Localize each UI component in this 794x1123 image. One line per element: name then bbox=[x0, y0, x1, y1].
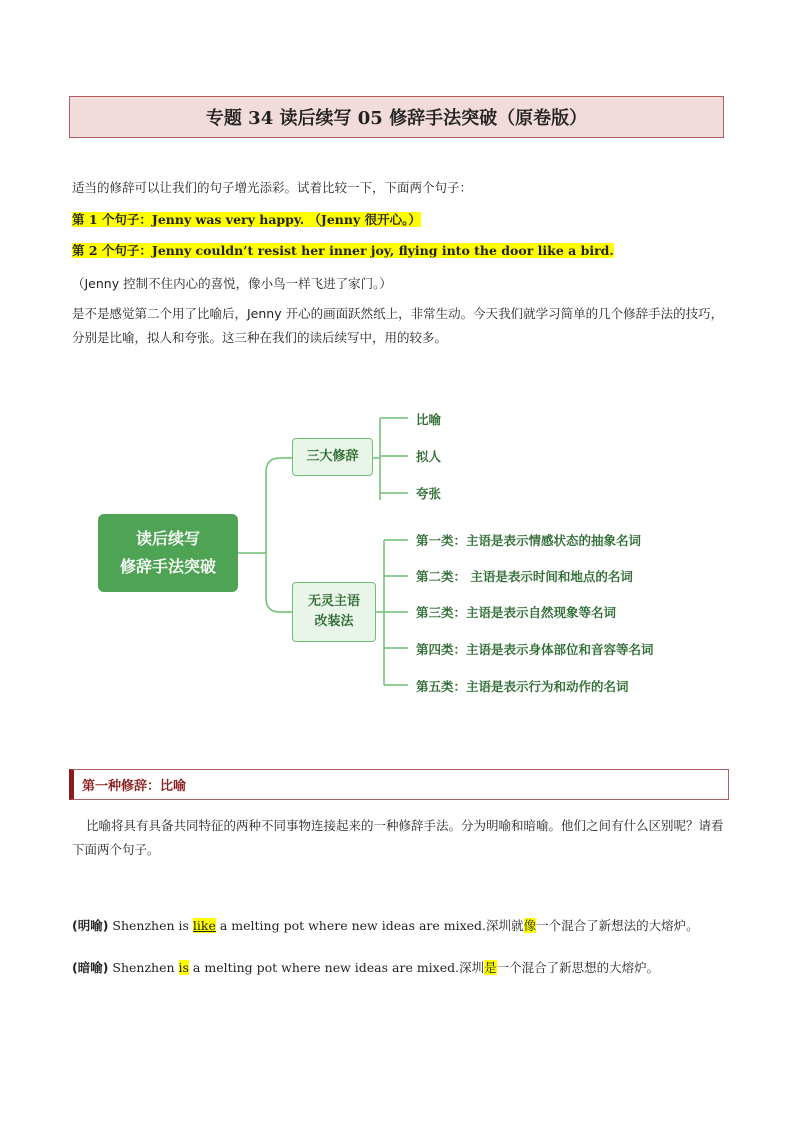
sentence-2-highlight: 第 2 个句子：Jenny couldn’t resist her inner joy, flying into the door like a bird. bbox=[72, 243, 614, 258]
sentence-1 bbox=[72, 210, 421, 230]
example-simile-post: a melting pot where new ideas are mixed. bbox=[215, 918, 487, 933]
branch-inanimate-subject bbox=[292, 582, 376, 642]
section-heading-text: 第一种修辞：比喻 bbox=[82, 779, 187, 794]
leaf-type-3: 第三类：主语是表示自然现象等名词 bbox=[416, 605, 617, 620]
connector-branch1 bbox=[266, 458, 292, 553]
explanation-paragraph: 是不是感觉第二个用了比喻后，Jenny 开心的画面跃然纸上，非常生动。今天我们就学习简单的几个修辞手法的技巧，分别是比喻，拟人和夸张。这三种在我们的读后续写中，用的较多。 bbox=[72, 306, 724, 345]
sentence-1-highlight: 第 1 个句子：Jenny was very happy. （Jenny 很开心。） bbox=[72, 212, 421, 227]
leaf-type-4: 第四类：主语是表示身体部位和音容等名词 bbox=[416, 642, 654, 657]
leaf-hyperbole: 夸张 bbox=[416, 486, 442, 501]
branch-inanimate-line-1: 无灵主语 bbox=[307, 594, 360, 609]
mind-map-root bbox=[98, 514, 238, 592]
example-metaphor bbox=[72, 958, 659, 976]
example-simile-cn-pre: 深圳就 bbox=[486, 918, 524, 933]
connector-b1-leaves bbox=[373, 418, 408, 500]
mind-map bbox=[0, 390, 794, 710]
example-metaphor-tag: (暗喻) bbox=[72, 960, 109, 975]
example-metaphor-keyword: is bbox=[178, 960, 189, 975]
leaf-metaphor: 比喻 bbox=[416, 412, 442, 427]
connector-branch2 bbox=[266, 553, 292, 612]
connector-b2-leaves bbox=[376, 540, 408, 685]
leaf-type-2: 第二类： 主语是表示时间和地点的名词 bbox=[416, 569, 633, 584]
intro-text: 适当的修辞可以让我们的句子增光添彩。试着比较一下，下面两个句子： bbox=[72, 180, 473, 195]
example-simile-cn-post: 一个混合了新想法的大熔炉。 bbox=[536, 918, 699, 933]
example-simile-tag: (明喻) bbox=[72, 918, 109, 933]
example-metaphor-pre: Shenzhen bbox=[108, 960, 179, 975]
page-title: 专题 34 读后续写 05 修辞手法突破（原卷版） bbox=[69, 96, 724, 138]
example-metaphor-cn-post: 一个混合了新思想的大熔炉。 bbox=[496, 960, 660, 975]
leaf-type-1: 第一类：主语是表示情感状态的抽象名词 bbox=[416, 533, 642, 548]
example-simile-cn-keyword: 像 bbox=[523, 918, 537, 933]
example-metaphor-cn-keyword: 是 bbox=[484, 960, 497, 975]
branch-rhetoric bbox=[292, 438, 373, 476]
example-simile-keyword: like bbox=[192, 918, 216, 933]
sentence-2-translation: （Jenny 控制不住内心的喜悦，像小鸟一样飞进了家门。） bbox=[72, 276, 392, 291]
leaf-personification: 拟人 bbox=[416, 449, 442, 464]
branch-rhetoric-label: 三大修辞 bbox=[306, 449, 359, 464]
leaf-type-5: 第五类：主语是表示行为和动作的名词 bbox=[416, 679, 629, 694]
section-paragraph: 比喻将具有具备共同特征的两种不同事物连接起来的一种修辞手法。分为明喻和暗喻。他们之间有什么区别呢？请看下面两个句子。 bbox=[72, 818, 724, 857]
example-simile-pre: Shenzhen is bbox=[108, 918, 193, 933]
example-metaphor-post: a melting pot where new ideas are mixed. bbox=[188, 960, 460, 975]
root-line-1: 读后续写 bbox=[135, 529, 200, 548]
branch-inanimate-line-2: 改装法 bbox=[314, 614, 354, 629]
sentence-2 bbox=[72, 241, 614, 261]
root-line-2: 修辞手法突破 bbox=[119, 557, 216, 576]
section-heading bbox=[69, 769, 729, 800]
example-simile bbox=[72, 916, 699, 934]
example-metaphor-cn-pre: 深圳 bbox=[459, 960, 485, 975]
